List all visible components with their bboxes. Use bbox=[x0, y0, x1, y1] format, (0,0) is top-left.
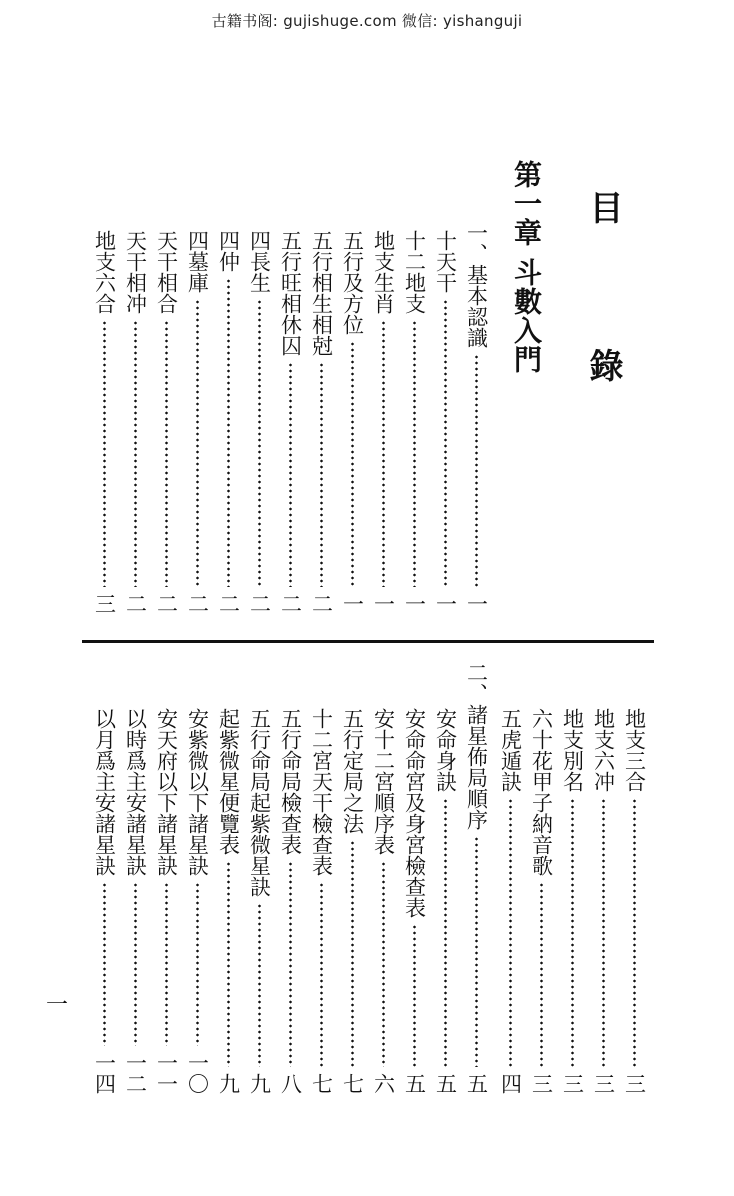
toc-entry-page: 二 bbox=[123, 593, 148, 614]
toc-leader-dots bbox=[227, 278, 230, 587]
toc-leader-dots bbox=[103, 320, 106, 587]
toc-entry-title: 以時爲主安諸星訣 bbox=[123, 708, 148, 876]
toc-entry-page: 三 bbox=[560, 1073, 585, 1094]
toc-entry-page: 九 bbox=[216, 1073, 241, 1094]
toc-entry-title: 五虎遁訣 bbox=[498, 708, 523, 792]
toc-entry-title: 地支六冲 bbox=[591, 708, 616, 792]
toc-entry-title: 十二宮天干檢查表 bbox=[309, 708, 334, 876]
toc-entry bbox=[462, 222, 490, 614]
toc-leader-dots bbox=[227, 861, 230, 1067]
toc-entry-page: 五 bbox=[402, 1073, 427, 1094]
toc-leader-dots bbox=[134, 882, 137, 1046]
toc-entry-page: 二 bbox=[185, 593, 210, 614]
toc-entry-page: 九 bbox=[247, 1073, 272, 1094]
page-folio-number: 一 bbox=[46, 993, 69, 1018]
toc-entry-title: 起紫微星便覽表 bbox=[216, 708, 241, 855]
toc-entry-page: 一 bbox=[402, 593, 427, 614]
toc-leader-dots bbox=[540, 882, 543, 1067]
toc-entry bbox=[214, 708, 242, 1094]
toc-entry bbox=[431, 230, 459, 614]
toc-leader-dots bbox=[413, 320, 416, 587]
toc-entry-title: 五行命局起紫微星訣 bbox=[247, 708, 272, 897]
toc-entry-page: 七 bbox=[309, 1073, 334, 1094]
toc-entry bbox=[369, 708, 397, 1094]
toc-leader-dots bbox=[382, 320, 385, 587]
toc-entry bbox=[90, 230, 118, 614]
toc-leader-dots bbox=[320, 882, 323, 1067]
toc-entry bbox=[462, 662, 490, 1094]
toc-entry bbox=[527, 708, 555, 1094]
toc-leader-dots bbox=[509, 798, 512, 1067]
toc-entry-page: 一 bbox=[464, 593, 489, 614]
toc-entry-title: 安紫微以下諸星訣 bbox=[185, 708, 210, 876]
toc-entry-page: 三 bbox=[622, 1073, 647, 1094]
chapter-title: 第一章 斗數入門 bbox=[510, 160, 543, 374]
toc-entry-title: 安命身訣 bbox=[433, 708, 458, 792]
toc-entry-title: 五行旺相休囚 bbox=[278, 230, 303, 356]
toc-entry bbox=[245, 230, 273, 614]
toc-leader-dots bbox=[134, 320, 137, 587]
toc-entry bbox=[276, 230, 304, 614]
toc-entry-title: 五行相生相尅 bbox=[309, 230, 334, 356]
toc-entry-title: 五行命局檢查表 bbox=[278, 708, 303, 855]
toc-entry bbox=[183, 708, 211, 1094]
toc-leader-dots bbox=[444, 798, 447, 1067]
toc-leader-dots bbox=[258, 903, 261, 1067]
toc-leader-dots bbox=[382, 861, 385, 1067]
toc-leader-dots bbox=[475, 354, 478, 587]
toc-entry-page: 三 bbox=[92, 593, 117, 614]
toc-entry-page: 五 bbox=[464, 1073, 489, 1094]
toc-leader-dots bbox=[351, 840, 354, 1067]
toc-entry-page: 八 bbox=[278, 1073, 303, 1094]
toc-entry-page: 二 bbox=[216, 593, 241, 614]
toc-entry-page: 二 bbox=[309, 593, 334, 614]
toc-entry-title: 十天干 bbox=[433, 230, 458, 293]
toc-entry-page: 一 bbox=[371, 593, 396, 614]
watermark-text: 古籍书阁: gujishuge.com 微信: yishanguji bbox=[211, 12, 523, 30]
toc-entry-page: 一四 bbox=[92, 1052, 117, 1094]
toc-entry bbox=[338, 230, 366, 614]
toc-entry bbox=[400, 230, 428, 614]
toc-entry bbox=[338, 708, 366, 1094]
toc-entry-title: 一、基本認識 bbox=[464, 222, 489, 348]
toc-entry bbox=[431, 708, 459, 1094]
toc-entry-page: 一二 bbox=[123, 1052, 148, 1094]
toc-entry bbox=[307, 708, 335, 1094]
toc-entry-page: 一一 bbox=[154, 1052, 179, 1094]
toc-entry-title: 二、諸星佈局順序 bbox=[464, 662, 489, 830]
toc-leader-dots bbox=[165, 320, 168, 587]
toc-entry-title: 五行定局之法 bbox=[340, 708, 365, 834]
toc-entry bbox=[214, 230, 242, 614]
toc-entry-title: 安十二宮順序表 bbox=[371, 708, 396, 855]
toc-entry bbox=[307, 230, 335, 614]
toc-entry bbox=[589, 708, 617, 1094]
toc-entry-title: 地支別名 bbox=[560, 708, 585, 792]
toc-entry-page: 三 bbox=[529, 1073, 554, 1094]
toc-entry-page: 三 bbox=[591, 1073, 616, 1094]
book-title: 目 錄 bbox=[583, 190, 623, 438]
toc-entry bbox=[620, 708, 648, 1094]
section-divider-rule bbox=[82, 640, 654, 643]
toc-entry bbox=[121, 230, 149, 614]
toc-leader-dots bbox=[165, 882, 168, 1046]
toc-entry bbox=[245, 708, 273, 1094]
toc-entry bbox=[183, 230, 211, 614]
toc-entry bbox=[558, 708, 586, 1094]
toc-entry-page: 四 bbox=[498, 1073, 523, 1094]
toc-leader-dots bbox=[571, 798, 574, 1067]
toc-entry bbox=[152, 708, 180, 1094]
toc-entry bbox=[121, 708, 149, 1094]
toc-leader-dots bbox=[103, 882, 106, 1046]
toc-entry-title: 安天府以下諸星訣 bbox=[154, 708, 179, 876]
toc-leader-dots bbox=[351, 341, 354, 587]
toc-entry-title: 五行及方位 bbox=[340, 230, 365, 335]
toc-entry-title: 以月爲主安諸星訣 bbox=[92, 708, 117, 876]
toc-entry-title: 地支六合 bbox=[92, 230, 117, 314]
toc-entry-title: 安命命宮及身宮檢查表 bbox=[402, 708, 427, 918]
toc-entry-title: 四長生 bbox=[247, 230, 272, 293]
toc-leader-dots bbox=[413, 924, 416, 1067]
toc-leader-dots bbox=[289, 861, 292, 1067]
toc-entry-page: 二 bbox=[278, 593, 303, 614]
toc-entry bbox=[90, 708, 118, 1094]
toc-entry-title: 天干相冲 bbox=[123, 230, 148, 314]
toc-entry bbox=[276, 708, 304, 1094]
toc-entry-title: 地支三合 bbox=[622, 708, 647, 792]
toc-entry-title: 天干相合 bbox=[154, 230, 179, 314]
toc-entry-title: 地支生肖 bbox=[371, 230, 396, 314]
toc-entry bbox=[400, 708, 428, 1094]
toc-leader-dots bbox=[258, 299, 261, 587]
toc-entry-page: 二 bbox=[247, 593, 272, 614]
toc-entry-page: 一 bbox=[433, 593, 458, 614]
toc-leader-dots bbox=[633, 798, 636, 1067]
toc-entry-page: 五 bbox=[433, 1073, 458, 1094]
toc-entry-page: 二 bbox=[154, 593, 179, 614]
toc-entry bbox=[496, 708, 524, 1094]
toc-entry-page: 一 bbox=[340, 593, 365, 614]
toc-entry-title: 四墓庫 bbox=[185, 230, 210, 293]
toc-leader-dots bbox=[289, 362, 292, 587]
toc-entry bbox=[369, 230, 397, 614]
toc-entry-page: 六 bbox=[371, 1073, 396, 1094]
toc-entry-title: 十二地支 bbox=[402, 230, 427, 314]
toc-entry bbox=[152, 230, 180, 614]
toc-entry-page: 七 bbox=[340, 1073, 365, 1094]
toc-entry-page: 一〇 bbox=[185, 1052, 210, 1094]
toc-leader-dots bbox=[602, 798, 605, 1067]
toc-leader-dots bbox=[196, 882, 199, 1046]
toc-leader-dots bbox=[320, 362, 323, 587]
toc-entry-title: 六十花甲子納音歌 bbox=[529, 708, 554, 876]
toc-leader-dots bbox=[444, 299, 447, 587]
toc-leader-dots bbox=[196, 299, 199, 587]
toc-entry-title: 四仲 bbox=[216, 230, 241, 272]
toc-leader-dots bbox=[475, 836, 478, 1067]
